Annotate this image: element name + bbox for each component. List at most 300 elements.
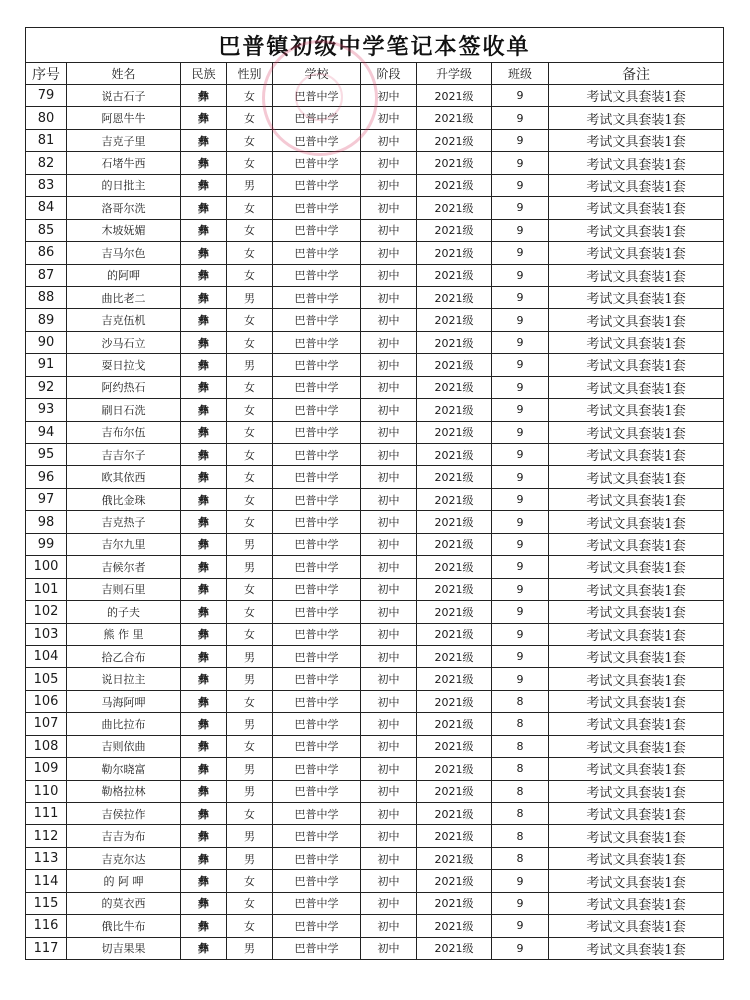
row-gender: 男 [227,758,273,780]
row-ethnicity: 彝 [181,242,227,264]
row-gender: 女 [227,129,273,151]
row-name: 的子夫 [67,601,181,623]
row-gender: 女 [227,376,273,398]
row-grade: 2021级 [417,690,492,712]
row-name: 吉克热子 [67,511,181,533]
row-stage: 初中 [361,556,417,578]
row-ethnicity: 彝 [181,847,227,869]
row-seq: 114 [26,870,67,892]
row-note: 考试文具套装1套 [549,915,724,937]
row-grade: 2021级 [417,511,492,533]
row-name: 耍日拉戈 [67,354,181,376]
row-grade: 2021级 [417,152,492,174]
row-school: 巴普中学 [273,556,361,578]
row-ethnicity: 彝 [181,488,227,510]
row-grade: 2021级 [417,309,492,331]
row-stage: 初中 [361,915,417,937]
row-gender: 男 [227,286,273,308]
row-grade: 2021级 [417,825,492,847]
row-name: 马海阿呷 [67,690,181,712]
row-note: 考试文具套装1套 [549,511,724,533]
row-name: 吉马尔色 [67,242,181,264]
row-stage: 初中 [361,107,417,129]
row-seq: 94 [26,421,67,443]
row-seq: 86 [26,242,67,264]
row-gender: 男 [227,780,273,802]
row-name: 吉则石里 [67,578,181,600]
row-grade: 2021级 [417,847,492,869]
row-note: 考试文具套装1套 [549,533,724,555]
row-grade: 2021级 [417,780,492,802]
row-seq: 82 [26,152,67,174]
row-gender: 女 [227,219,273,241]
row-grade: 2021级 [417,264,492,286]
table-body [26,85,724,960]
row-ethnicity: 彝 [181,870,227,892]
row-grade: 2021级 [417,331,492,353]
row-name: 勒尔晓富 [67,758,181,780]
header-seq: 序号 [26,63,67,85]
row-grade: 2021级 [417,533,492,555]
row-seq: 84 [26,197,67,219]
row-gender: 女 [227,578,273,600]
row-grade: 2021级 [417,713,492,735]
row-class: 9 [492,219,549,241]
row-class: 9 [492,242,549,264]
row-class: 9 [492,488,549,510]
row-school: 巴普中学 [273,354,361,376]
row-school: 巴普中学 [273,825,361,847]
row-gender: 男 [227,174,273,196]
row-gender: 男 [227,556,273,578]
row-gender: 男 [227,354,273,376]
row-class: 9 [492,556,549,578]
row-stage: 初中 [361,129,417,151]
row-ethnicity: 彝 [181,511,227,533]
row-stage: 初中 [361,511,417,533]
table-row [26,129,724,151]
row-stage: 初中 [361,242,417,264]
row-class: 9 [492,85,549,107]
row-ethnicity: 彝 [181,219,227,241]
row-ethnicity: 彝 [181,421,227,443]
row-grade: 2021级 [417,242,492,264]
row-school: 巴普中学 [273,668,361,690]
row-seq: 92 [26,376,67,398]
row-class: 9 [492,444,549,466]
row-class: 9 [492,174,549,196]
row-ethnicity: 彝 [181,444,227,466]
row-gender: 女 [227,488,273,510]
row-class: 9 [492,129,549,151]
table-row [26,219,724,241]
row-grade: 2021级 [417,601,492,623]
row-stage: 初中 [361,623,417,645]
row-school: 巴普中学 [273,107,361,129]
row-ethnicity: 彝 [181,892,227,914]
row-school: 巴普中学 [273,533,361,555]
row-gender: 女 [227,399,273,421]
row-grade: 2021级 [417,645,492,667]
row-school: 巴普中学 [273,511,361,533]
row-school: 巴普中学 [273,578,361,600]
row-grade: 2021级 [417,219,492,241]
row-note: 考试文具套装1套 [549,803,724,825]
row-name: 俄比金珠 [67,488,181,510]
table-row [26,668,724,690]
row-note: 考试文具套装1套 [549,735,724,757]
table-row [26,488,724,510]
row-name: 吉克尔达 [67,847,181,869]
table-row [26,107,724,129]
row-stage: 初中 [361,825,417,847]
row-note: 考试文具套装1套 [549,466,724,488]
row-school: 巴普中学 [273,444,361,466]
row-seq: 99 [26,533,67,555]
row-stage: 初中 [361,444,417,466]
row-note: 考试文具套装1套 [549,847,724,869]
row-note: 考试文具套装1套 [549,645,724,667]
row-class: 8 [492,690,549,712]
row-grade: 2021级 [417,174,492,196]
row-ethnicity: 彝 [181,533,227,555]
row-class: 8 [492,803,549,825]
row-gender: 女 [227,197,273,219]
row-school: 巴普中学 [273,713,361,735]
row-seq: 97 [26,488,67,510]
row-note: 考试文具套装1套 [549,309,724,331]
row-grade: 2021级 [417,758,492,780]
row-gender: 女 [227,444,273,466]
row-note: 考试文具套装1套 [549,780,724,802]
row-grade: 2021级 [417,937,492,959]
row-name: 吉候尔者 [67,556,181,578]
row-grade: 2021级 [417,197,492,219]
row-gender: 女 [227,466,273,488]
row-grade: 2021级 [417,668,492,690]
row-stage: 初中 [361,421,417,443]
row-class: 9 [492,152,549,174]
row-ethnicity: 彝 [181,309,227,331]
row-name: 刷日石洗 [67,399,181,421]
row-ethnicity: 彝 [181,197,227,219]
row-grade: 2021级 [417,444,492,466]
row-stage: 初中 [361,152,417,174]
row-class: 8 [492,735,549,757]
header-school: 学校 [273,63,361,85]
row-gender: 女 [227,870,273,892]
table-row [26,85,724,107]
row-class: 9 [492,331,549,353]
row-grade: 2021级 [417,466,492,488]
row-stage: 初中 [361,174,417,196]
table-row [26,174,724,196]
row-gender: 女 [227,331,273,353]
table-row [26,286,724,308]
table-row [26,152,724,174]
row-name: 阿恩牛牛 [67,107,181,129]
row-gender: 女 [227,511,273,533]
row-note: 考试文具套装1套 [549,376,724,398]
row-ethnicity: 彝 [181,174,227,196]
row-gender: 男 [227,645,273,667]
row-stage: 初中 [361,690,417,712]
row-ethnicity: 彝 [181,645,227,667]
table-row [26,354,724,376]
row-stage: 初中 [361,601,417,623]
row-class: 9 [492,892,549,914]
row-school: 巴普中学 [273,85,361,107]
table-row [26,309,724,331]
row-grade: 2021级 [417,915,492,937]
row-stage: 初中 [361,870,417,892]
row-seq: 100 [26,556,67,578]
row-note: 考试文具套装1套 [549,264,724,286]
row-gender: 女 [227,690,273,712]
row-school: 巴普中学 [273,690,361,712]
table-row [26,511,724,533]
row-school: 巴普中学 [273,915,361,937]
row-school: 巴普中学 [273,152,361,174]
row-ethnicity: 彝 [181,264,227,286]
row-grade: 2021级 [417,735,492,757]
row-gender: 女 [227,309,273,331]
row-gender: 女 [227,601,273,623]
row-note: 考试文具套装1套 [549,601,724,623]
row-stage: 初中 [361,488,417,510]
row-school: 巴普中学 [273,488,361,510]
row-name: 石堵牛西 [67,152,181,174]
row-stage: 初中 [361,399,417,421]
row-class: 9 [492,915,549,937]
row-gender: 女 [227,264,273,286]
table-row [26,870,724,892]
row-ethnicity: 彝 [181,152,227,174]
row-note: 考试文具套装1套 [549,870,724,892]
row-seq: 113 [26,847,67,869]
row-stage: 初中 [361,376,417,398]
table-row [26,399,724,421]
table-row [26,444,724,466]
row-seq: 91 [26,354,67,376]
table-row [26,242,724,264]
row-name: 俄比牛布 [67,915,181,937]
row-ethnicity: 彝 [181,623,227,645]
row-grade: 2021级 [417,85,492,107]
row-gender: 女 [227,242,273,264]
table-row [26,197,724,219]
row-note: 考试文具套装1套 [549,152,724,174]
row-seq: 83 [26,174,67,196]
row-ethnicity: 彝 [181,803,227,825]
row-name: 切吉果果 [67,937,181,959]
row-class: 9 [492,870,549,892]
row-seq: 90 [26,331,67,353]
row-gender: 男 [227,668,273,690]
row-note: 考试文具套装1套 [549,197,724,219]
row-class: 9 [492,421,549,443]
row-seq: 106 [26,690,67,712]
row-gender: 男 [227,847,273,869]
row-stage: 初中 [361,264,417,286]
row-school: 巴普中学 [273,376,361,398]
row-seq: 98 [26,511,67,533]
row-note: 考试文具套装1套 [549,286,724,308]
row-grade: 2021级 [417,129,492,151]
row-name: 吉克子里 [67,129,181,151]
row-school: 巴普中学 [273,174,361,196]
table-row [26,421,724,443]
row-gender: 女 [227,915,273,937]
row-stage: 初中 [361,847,417,869]
row-stage: 初中 [361,735,417,757]
row-ethnicity: 彝 [181,601,227,623]
row-gender: 女 [227,623,273,645]
row-seq: 107 [26,713,67,735]
row-stage: 初中 [361,85,417,107]
row-gender: 男 [227,533,273,555]
table-row [26,847,724,869]
table-row [26,623,724,645]
row-name: 吉则依曲 [67,735,181,757]
row-note: 考试文具套装1套 [549,556,724,578]
row-stage: 初中 [361,892,417,914]
row-name: 勒格拉林 [67,780,181,802]
row-class: 9 [492,264,549,286]
row-class: 9 [492,511,549,533]
table-row [26,533,724,555]
row-seq: 108 [26,735,67,757]
row-name: 的莫衣西 [67,892,181,914]
row-stage: 初中 [361,197,417,219]
row-stage: 初中 [361,466,417,488]
row-school: 巴普中学 [273,331,361,353]
row-ethnicity: 彝 [181,825,227,847]
row-name: 熊 作 里 [67,623,181,645]
table-row [26,915,724,937]
header-stage: 阶段 [361,63,417,85]
row-class: 9 [492,399,549,421]
row-name: 吉克伍机 [67,309,181,331]
row-seq: 93 [26,399,67,421]
row-stage: 初中 [361,713,417,735]
row-name: 吉尔九里 [67,533,181,555]
row-school: 巴普中学 [273,735,361,757]
row-note: 考试文具套装1套 [549,690,724,712]
row-class: 9 [492,623,549,645]
row-note: 考试文具套装1套 [549,825,724,847]
row-class: 9 [492,668,549,690]
row-name: 吉吉为布 [67,825,181,847]
row-ethnicity: 彝 [181,354,227,376]
row-ethnicity: 彝 [181,556,227,578]
row-gender: 男 [227,713,273,735]
row-school: 巴普中学 [273,197,361,219]
row-note: 考试文具套装1套 [549,668,724,690]
row-gender: 女 [227,735,273,757]
row-seq: 104 [26,645,67,667]
row-stage: 初中 [361,937,417,959]
row-class: 9 [492,466,549,488]
row-stage: 初中 [361,331,417,353]
row-stage: 初中 [361,758,417,780]
row-school: 巴普中学 [273,892,361,914]
table-row [26,937,724,959]
row-note: 考试文具套装1套 [549,399,724,421]
row-note: 考试文具套装1套 [549,242,724,264]
row-school: 巴普中学 [273,847,361,869]
row-school: 巴普中学 [273,219,361,241]
row-class: 9 [492,533,549,555]
row-ethnicity: 彝 [181,780,227,802]
row-note: 考试文具套装1套 [549,129,724,151]
row-name: 吉侯拉作 [67,803,181,825]
row-note: 考试文具套装1套 [549,713,724,735]
row-grade: 2021级 [417,556,492,578]
row-seq: 89 [26,309,67,331]
row-seq: 109 [26,758,67,780]
row-seq: 116 [26,915,67,937]
row-class: 9 [492,601,549,623]
row-gender: 女 [227,107,273,129]
row-gender: 女 [227,892,273,914]
row-seq: 96 [26,466,67,488]
row-note: 考试文具套装1套 [549,421,724,443]
row-class: 8 [492,758,549,780]
header-ethnicity: 民族 [181,63,227,85]
table-row [26,645,724,667]
row-gender: 女 [227,421,273,443]
row-note: 考试文具套装1套 [549,488,724,510]
row-class: 9 [492,937,549,959]
row-grade: 2021级 [417,354,492,376]
row-grade: 2021级 [417,803,492,825]
row-stage: 初中 [361,533,417,555]
row-class: 9 [492,107,549,129]
row-name: 说日拉主 [67,668,181,690]
row-gender: 男 [227,937,273,959]
row-school: 巴普中学 [273,286,361,308]
row-class: 9 [492,645,549,667]
row-stage: 初中 [361,780,417,802]
row-seq: 95 [26,444,67,466]
row-stage: 初中 [361,645,417,667]
header-name: 姓名 [67,63,181,85]
table-row [26,780,724,802]
table-row [26,758,724,780]
row-school: 巴普中学 [273,242,361,264]
row-ethnicity: 彝 [181,758,227,780]
row-school: 巴普中学 [273,421,361,443]
row-grade: 2021级 [417,578,492,600]
row-stage: 初中 [361,668,417,690]
row-school: 巴普中学 [273,309,361,331]
row-ethnicity: 彝 [181,937,227,959]
row-class: 8 [492,780,549,802]
header-gender: 性别 [227,63,273,85]
row-school: 巴普中学 [273,129,361,151]
row-school: 巴普中学 [273,758,361,780]
row-ethnicity: 彝 [181,286,227,308]
table-row [26,713,724,735]
row-gender: 男 [227,825,273,847]
row-ethnicity: 彝 [181,376,227,398]
row-class: 9 [492,309,549,331]
table-row [26,556,724,578]
row-note: 考试文具套装1套 [549,174,724,196]
row-school: 巴普中学 [273,780,361,802]
row-name: 吉吉尔子 [67,444,181,466]
